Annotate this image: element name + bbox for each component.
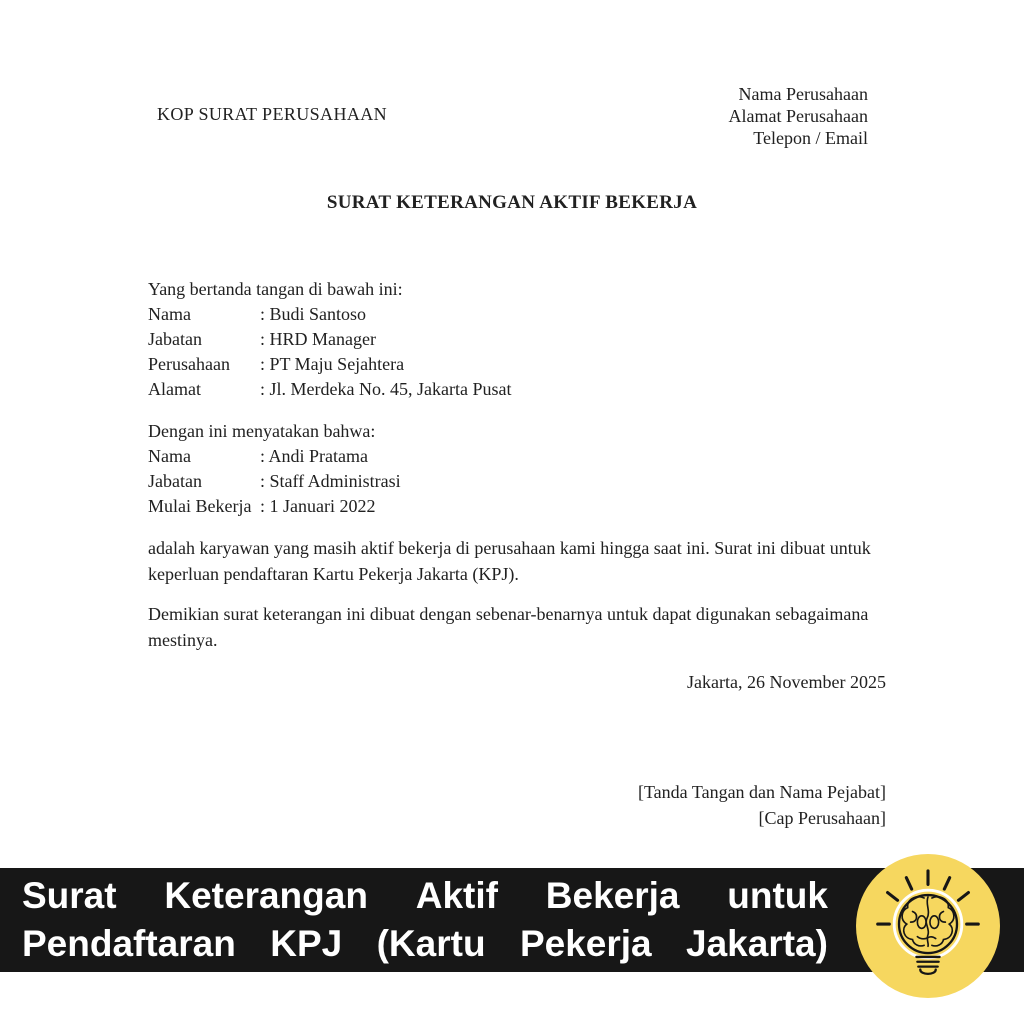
banner-title-line2: Pendaftaran KPJ (Kartu Pekerja Jakarta) xyxy=(22,923,828,964)
field-row xyxy=(148,469,886,494)
field-row xyxy=(148,494,886,519)
signature-placeholder: [Tanda Tangan dan Nama Pejabat] xyxy=(637,782,886,802)
date-line: Jakarta, 26 November 2025 xyxy=(687,672,886,692)
field-row xyxy=(148,327,886,352)
body-paragraph-2: Demikian surat keterangan ini dibuat dengan sebenar-benarnya untuk dapat digunakan sebagaimana mestinya. xyxy=(148,604,869,650)
banner-title xyxy=(22,872,828,968)
bulb-base xyxy=(916,957,939,974)
field-value: : Andi Pratama xyxy=(260,446,368,466)
company-contact: Telepon / Email xyxy=(753,128,868,148)
field-value: : PT Maju Sejahtera xyxy=(260,354,405,374)
field-value: : Budi Santoso xyxy=(260,304,367,324)
brain-doodle xyxy=(902,897,954,947)
field-label: Jabatan xyxy=(148,471,202,491)
field-label: Jabatan xyxy=(148,329,202,349)
field-value: : Jl. Merdeka No. 45, Jakarta Pusat xyxy=(260,379,512,399)
company-info-block xyxy=(729,83,868,149)
opening-line: Yang bertanda tangan di bawah ini: xyxy=(148,279,403,299)
field-label: Nama xyxy=(148,446,191,466)
field-label: Mulai Bekerja xyxy=(148,496,252,516)
field-row xyxy=(148,377,886,402)
signature-block xyxy=(148,779,886,831)
lightbulb-badge xyxy=(856,854,1000,998)
field-row xyxy=(148,444,886,469)
statement-intro-line: Dengan ini menyatakan bahwa: xyxy=(148,421,376,441)
letter-title: SURAT KETERANGAN AKTIF BEKERJA xyxy=(326,192,698,213)
field-value: : HRD Manager xyxy=(260,329,376,349)
field-row xyxy=(148,302,886,327)
letter-body xyxy=(148,277,886,831)
field-row xyxy=(148,352,886,377)
field-label: Nama xyxy=(148,304,191,324)
field-value: : 1 Januari 2022 xyxy=(260,496,376,516)
company-name: Nama Perusahaan xyxy=(738,84,868,104)
field-label: Perusahaan xyxy=(148,354,230,374)
stamp-placeholder: [Cap Perusahaan] xyxy=(758,808,886,828)
company-address: Alamat Perusahaan xyxy=(728,106,868,126)
field-label: Alamat xyxy=(148,379,201,399)
field-value: : Staff Administrasi xyxy=(260,471,401,491)
lightbulb-icon xyxy=(870,862,986,990)
banner-title-line1: Surat Keterangan Aktif Bekerja untuk xyxy=(22,875,828,916)
body-paragraph-1: adalah karyawan yang masih aktif bekerja di perusahaan kami hingga saat ini. Surat ini dibuat untuk keperluan pendaftaran Kartu Pekerja Jakarta (KPJ). xyxy=(148,538,871,584)
letterhead-placeholder: KOP SURAT PERUSAHAAN xyxy=(157,104,388,124)
